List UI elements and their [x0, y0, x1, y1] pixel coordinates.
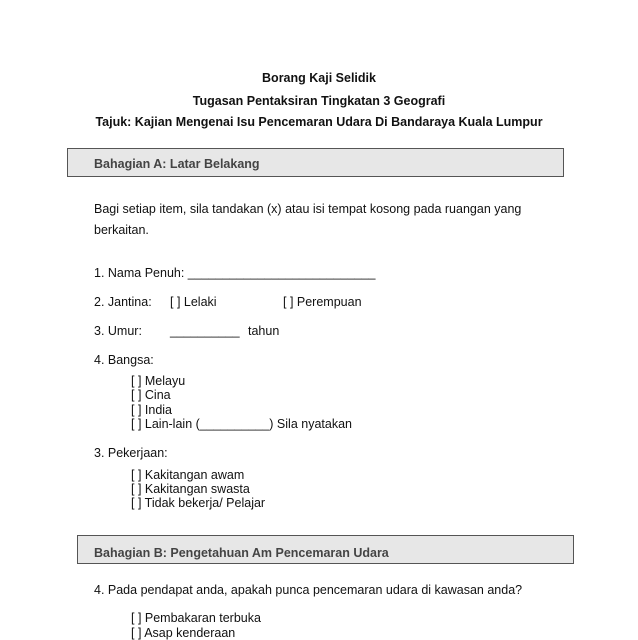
- occupation-option-public[interactable]: [ ] Kakitangan awam: [131, 468, 245, 482]
- form-title: Borang Kaji Selidik: [262, 71, 376, 85]
- question-name[interactable]: 1. Nama Penuh: ___________________________: [94, 266, 376, 280]
- section-a-header: [67, 148, 564, 177]
- race-option-other[interactable]: [ ] Lain-lain (__________) Sila nyatakan: [131, 417, 352, 431]
- question-gender-label: 2. Jantina:: [94, 295, 152, 309]
- occupation-option-student[interactable]: [ ] Tidak bekerja/ Pelajar: [131, 496, 266, 510]
- section-b-header: [77, 535, 574, 564]
- form-subtitle: Tugasan Pentaksiran Tingkatan 3 Geografi: [192, 94, 446, 108]
- race-option-india[interactable]: [ ] India: [131, 403, 172, 417]
- question-pollution-cause: 4. Pada pendapat anda, apakah punca pencemaran udara di kawasan anda?: [94, 583, 523, 597]
- age-unit: tahun: [248, 324, 280, 338]
- instruction-line-2: berkaitan.: [94, 223, 149, 237]
- section-a-heading: Bahagian A: Latar Belakang: [94, 157, 260, 171]
- occupation-option-private[interactable]: [ ] Kakitangan swasta: [131, 482, 250, 496]
- instruction-line-1: Bagi setiap item, sila tandakan (x) atau isi tempat kosong pada ruangan yang: [94, 202, 522, 216]
- cause-option-vehicle-smoke[interactable]: [ ] Asap kenderaan: [131, 626, 236, 640]
- cause-option-open-burning[interactable]: [ ] Pembakaran terbuka: [131, 611, 261, 625]
- question-race-label: 4. Bangsa:: [94, 353, 154, 367]
- gender-option-male[interactable]: [ ] Lelaki: [170, 295, 217, 309]
- form-topic: Tajuk: Kajian Mengenai Isu Pencemaran Udara Di Bandaraya Kuala Lumpur: [95, 115, 543, 129]
- question-age-label: 3. Umur:: [94, 324, 142, 338]
- age-blank-field[interactable]: __________: [170, 324, 240, 338]
- section-b-heading: Bahagian B: Pengetahuan Am Pencemaran Udara: [94, 546, 389, 560]
- question-occupation-label: 3. Pekerjaan:: [94, 446, 168, 460]
- race-option-melayu[interactable]: [ ] Melayu: [131, 374, 186, 388]
- race-option-cina[interactable]: [ ] Cina: [131, 388, 171, 402]
- gender-option-female[interactable]: [ ] Perempuan: [283, 295, 362, 309]
